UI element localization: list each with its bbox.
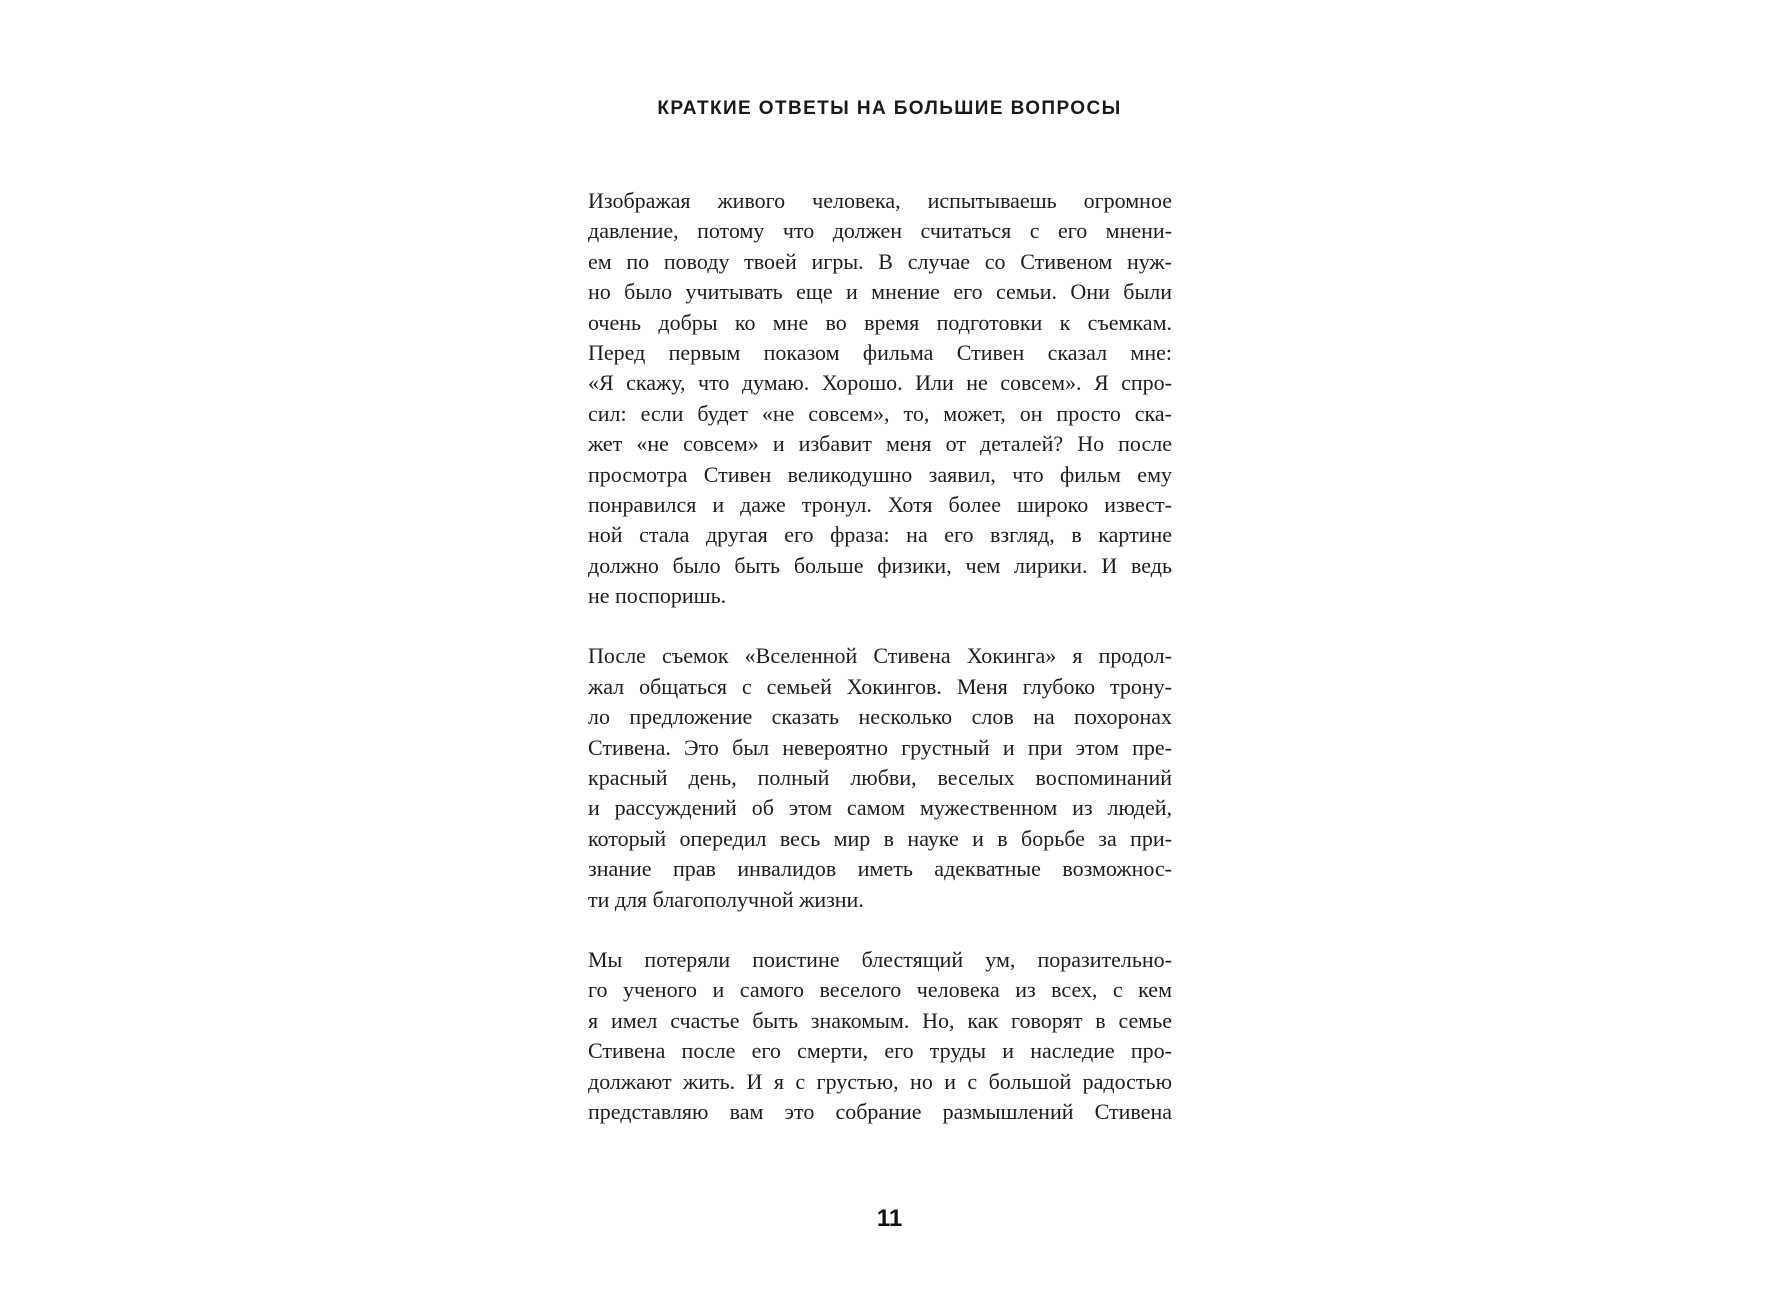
text-line: просмотра Стивен великодушно заявил, что фильм ему (588, 461, 1172, 487)
text-line: который опередил весь мир в науке и в борьбе за при- (588, 825, 1172, 851)
text-line: ной стала другая его фраза: на его взгляд, в картине (588, 522, 1172, 548)
text-line: жал общаться с семьей Хокингов. Меня глубоко трону- (588, 673, 1172, 699)
text-line: не поспоришь. (588, 583, 727, 609)
text-line: красный день, полный любви, веселых воспоминаний (588, 765, 1172, 791)
text-line: Стивена. Это был невероятно грустный и при этом пре- (588, 734, 1172, 760)
text-line: Перед первым показом фильма Стивен сказал мне: (588, 339, 1172, 365)
text-line: Мы потеряли поистине блестящий ум, поразительно- (588, 946, 1172, 972)
paragraph-3 (588, 945, 1172, 1127)
text-line: «Я скажу, что думаю. Хорошо. Или не совсем». Я спро- (588, 370, 1172, 396)
text-line: но было учитывать еще и мнение его семьи. Они были (588, 279, 1172, 305)
text-line: я имел счастье быть знакомым. Но, как говорят в семье (588, 1007, 1172, 1033)
text-line: должно было быть больше физики, чем лирики. И ведь (588, 552, 1172, 578)
text-line: понравился и даже тронул. Хотя более широко извест- (588, 491, 1172, 517)
text-line: После съемок «Вселенной Стивена Хокинга» я продол- (588, 643, 1172, 669)
text-line: должают жить. И я с грустью, но и с большой радостью (588, 1068, 1172, 1094)
text-line: знание прав инвалидов иметь адекватные возможнос- (588, 856, 1172, 882)
text-line: и рассуждений об этом самом мужественном из людей, (588, 795, 1172, 821)
paragraph-2 (588, 641, 1172, 915)
page-number: 11 (876, 1205, 903, 1232)
text-line: ло предложение сказать несколько слов на похоронах (588, 704, 1172, 730)
text-line: представляю вам это собрание размышлений Стивена (588, 1098, 1172, 1124)
text-line: очень добры ко мне во время подготовки к съемкам. (588, 309, 1172, 335)
text-line: Изображая живого человека, испытываешь огромное (588, 188, 1172, 213)
text-line: ем по поводу твоей игры. В случае со Стивеном нуж- (588, 248, 1172, 274)
text-line: сил: если будет «не совсем», то, может, он просто ска- (588, 400, 1172, 426)
paragraph-1 (588, 186, 1172, 611)
text-line: давление, потому что должен считаться с его мнени- (588, 218, 1172, 244)
running-head: КРАТКИЕ ОТВЕТЫ НА БОЛЬШИЕ ВОПРОСЫ (657, 98, 1122, 119)
text-line: жет «не совсем» и избавит меня от деталей? Но после (588, 431, 1172, 457)
text-line: го ученого и самого веселого человека из всех, с кем (588, 977, 1172, 1003)
body-text (588, 186, 1172, 1157)
text-line: Стивена после его смерти, его труды и наследие про- (588, 1038, 1172, 1064)
text-line: ти для благополучной жизни. (588, 886, 864, 912)
